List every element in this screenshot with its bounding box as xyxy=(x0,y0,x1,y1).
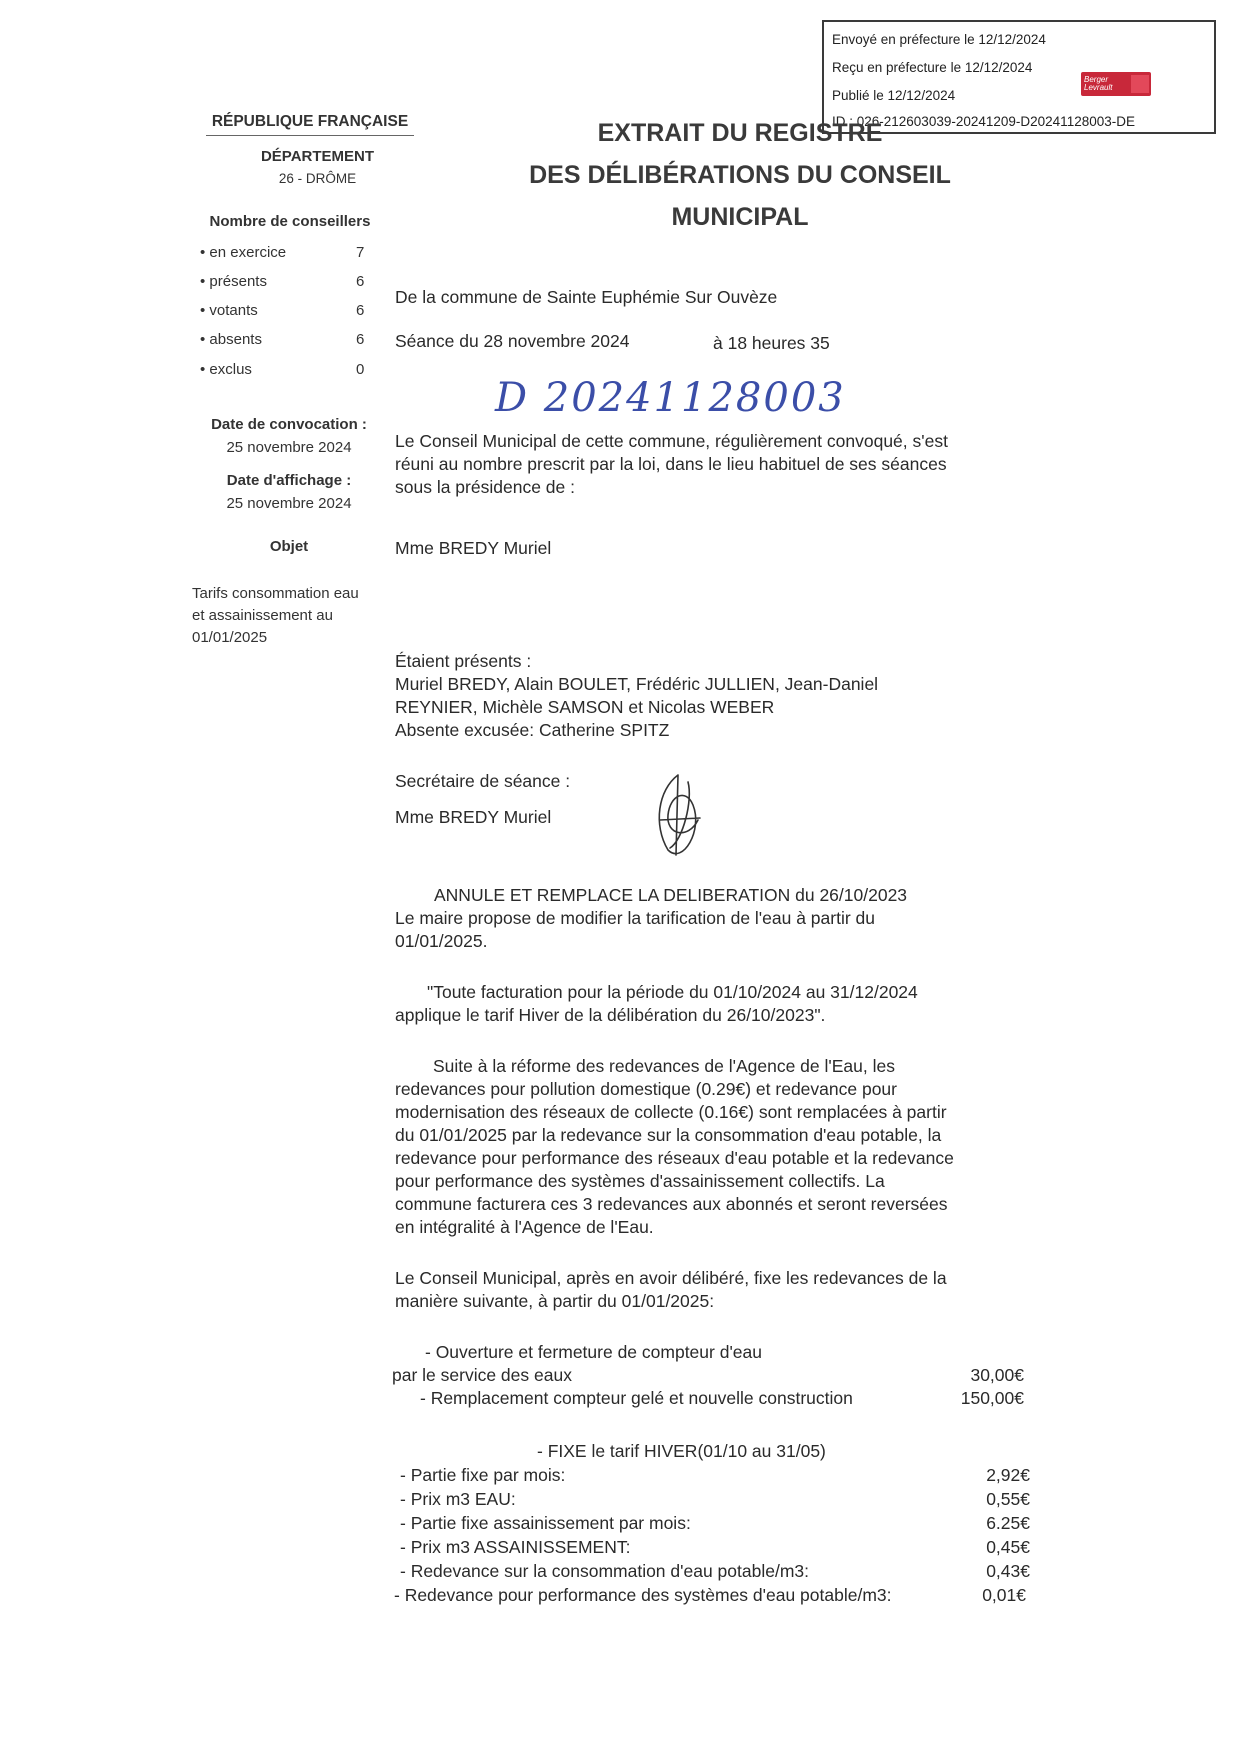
intro-paragraph: Le Conseil Municipal de cette commune, régulièrement convoqué, s'est réuni au nombre prescrit par la loi, dans le lieu habituel de ses séances sous la présidence de : xyxy=(395,431,948,497)
handwritten-reference: D 20241128003 xyxy=(495,375,846,421)
stat-label: • absents xyxy=(200,331,262,348)
stamp-sent: Envoyé en préfecture le 12/12/2024 xyxy=(832,32,1046,47)
objet-description: Tarifs consommation eau et assainissement au 01/01/2025 xyxy=(192,585,359,646)
convocation-date: 25 novembre 2024 xyxy=(226,439,352,456)
stamp-id: ID : 026-212603039-20241209-D20241128003-DE xyxy=(832,114,1135,129)
stat-value: 6 xyxy=(356,273,365,290)
tarif-hiver-heading: - FIXE le tarif HIVER(01/10 au 31/05) xyxy=(537,1441,826,1461)
stat-value: 6 xyxy=(356,302,365,319)
deliberation-p4: Le Conseil Municipal, après en avoir délibéré, fixe les redevances de la manière suivante, à partir du 01/01/2025: xyxy=(395,1268,947,1311)
affichage-date: 25 novembre 2024 xyxy=(226,495,352,512)
stat-label: • en exercice xyxy=(200,244,287,261)
secretary-name: Mme BREDY Muriel xyxy=(395,807,552,827)
signature-scribble xyxy=(648,770,708,860)
seance-date: Séance du 28 novembre 2024 xyxy=(395,331,630,351)
convocation-label: Date de convocation : xyxy=(211,416,367,433)
annule-remplace: ANNULE ET REMPLACE LA DELIBERATION du 26/10/2023 xyxy=(434,885,908,905)
presents-list: Étaient présents : Muriel BREDY, Alain BOULET, Frédéric JULLIEN, Jean-Daniel REYNIER, Michèle SAMSON et Nicolas WEBER Absente excusée: Catherine SPITZ xyxy=(395,651,879,740)
secretary-label: Secrétaire de séance : xyxy=(395,771,571,791)
department-label: DÉPARTEMENT xyxy=(260,148,375,165)
stamp-received: Reçu en préfecture le 12/12/2024 xyxy=(832,60,1033,75)
republic-label: RÉPUBLIQUE FRANÇAISE xyxy=(206,113,414,136)
president-name: Mme BREDY Muriel xyxy=(395,538,552,558)
stat-value: 7 xyxy=(356,244,365,261)
document-title: EXTRAIT DU REGISTRE DES DÉLIBÉRATIONS DU CONSEIL MUNICIPAL xyxy=(529,119,951,231)
councillors-title: Nombre de conseillers xyxy=(209,213,371,230)
stat-label: • présents xyxy=(200,273,267,290)
ouverture-line1: - Ouverture et fermeture de compteur d'eau xyxy=(425,1342,762,1362)
stat-value: 0 xyxy=(356,361,365,378)
stat-label: • votants xyxy=(200,302,258,319)
objet-label: Objet xyxy=(269,538,309,555)
deliberation-p3: Suite à la réforme des redevances de l'Agence de l'Eau, les redevances pour pollution domestique (0.29€) et redevance pour modernisation des réseaux de collecte (0.16€) sont remplacées à partir du 01/01/2025 par la redevance sur la consommation d'eau potable, la redevance pour performance des réseaux d'eau potable et la redevance pour performance des systèmes d'assainissement collectifs. La commune facturera ces 3 redevances aux abonnés et seront reversées en intégralité à l'Agence de l'Eau. xyxy=(395,1056,954,1237)
deliberation-p1: Le maire propose de modifier la tarification de l'eau à partir du 01/01/2025. xyxy=(395,908,875,951)
department-name: 26 - DRÔME xyxy=(278,171,357,186)
stat-label: • exclus xyxy=(200,361,252,378)
commune-line: De la commune de Sainte Euphémie Sur Ouvèze xyxy=(395,287,778,307)
stat-value: 6 xyxy=(356,331,365,348)
berger-levrault-logo: Berger Levrault xyxy=(1081,72,1151,96)
deliberation-p2: "Toute facturation pour la période du 01/10/2024 au 31/12/2024 applique le tarif Hiver de la délibération du 26/10/2023". xyxy=(395,982,918,1025)
seance-time: à 18 heures 35 xyxy=(713,333,830,353)
affichage-label: Date d'affichage : xyxy=(226,472,352,489)
stamp-published: Publié le 12/12/2024 xyxy=(832,88,956,103)
